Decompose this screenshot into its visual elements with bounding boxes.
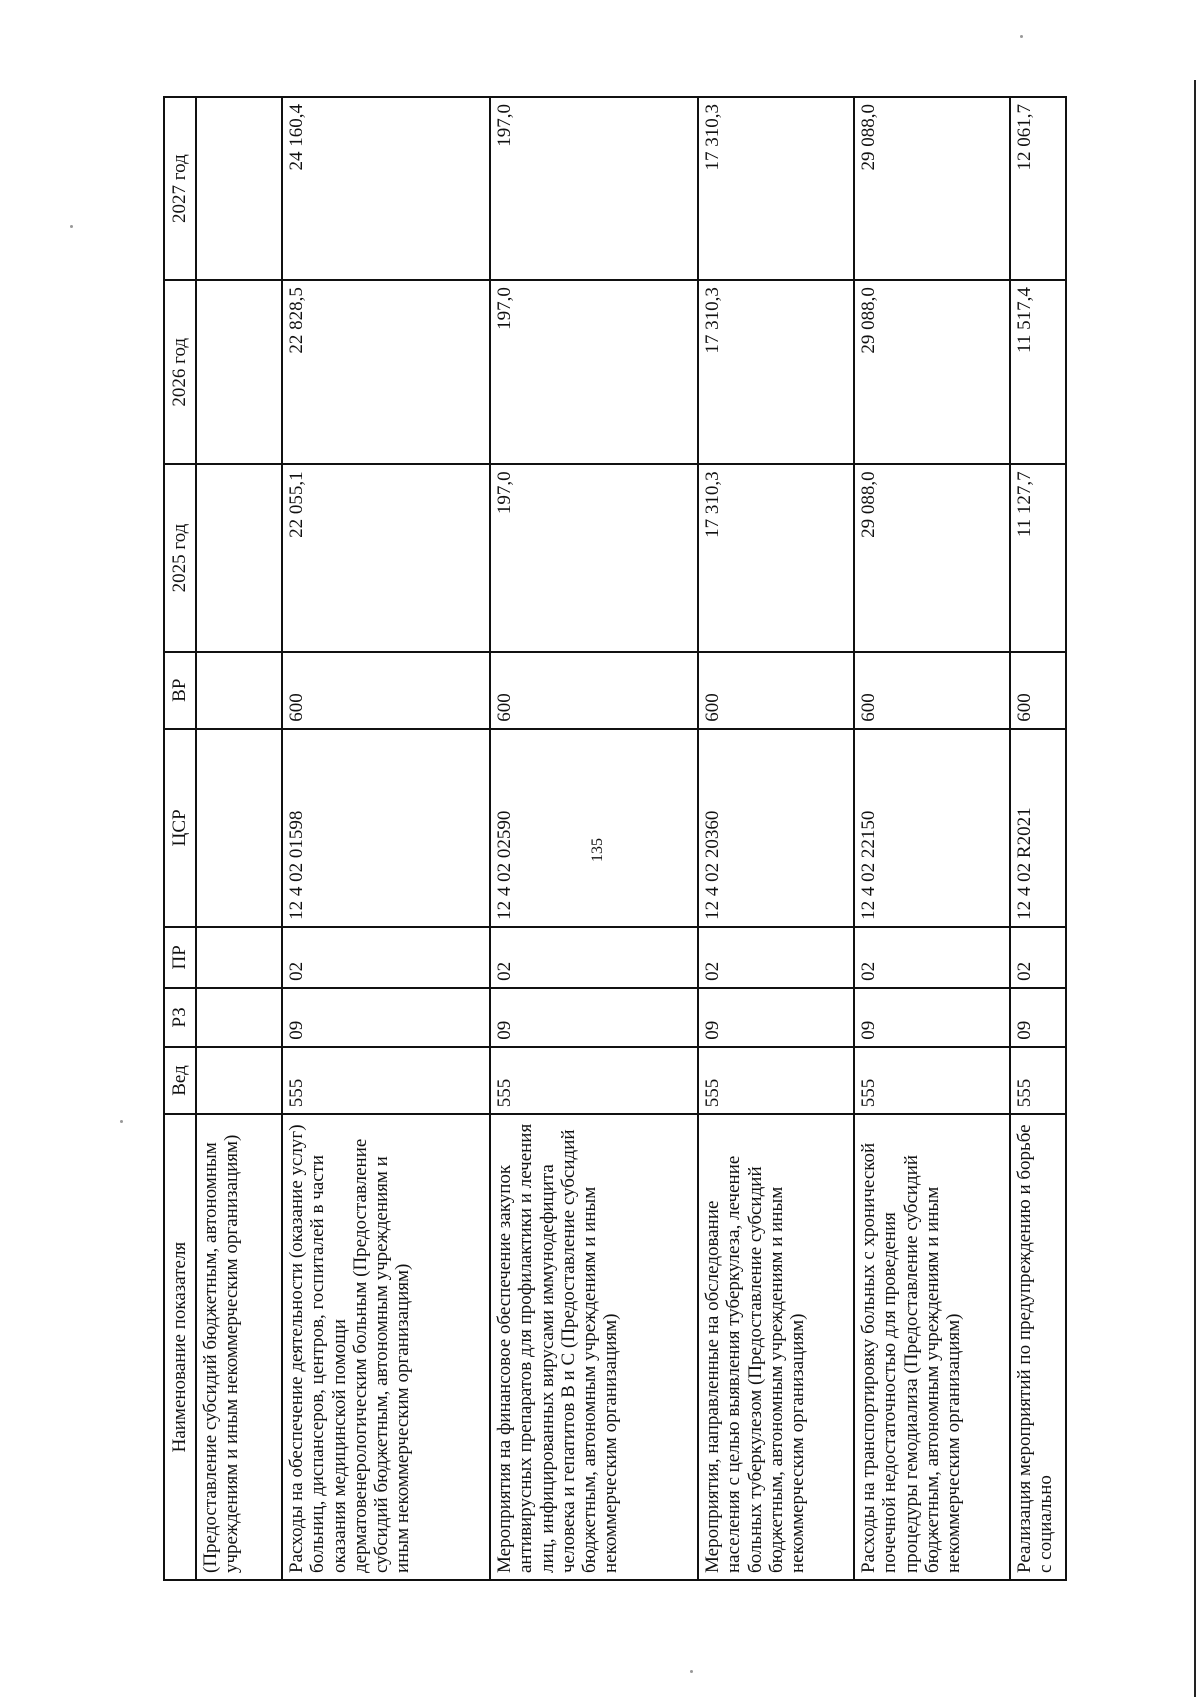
cell-2025: 22 055,1 [282, 464, 490, 651]
cell-2027: 17 310,3 [698, 97, 854, 280]
table-row [698, 97, 854, 1580]
cell-ved: 555 [1010, 1047, 1066, 1114]
header-csr: ЦСР [164, 729, 196, 927]
cell-name: Расходы на транспортировку больных с хронической почечной недостаточностью для проведения процедуры гемодиализа (Предоставление субсидий бюджетным, автономным учреждениям и иным некоммерческим организациям) [854, 1114, 1010, 1580]
cell-vr: 600 [490, 652, 698, 729]
header-ved: Вед [164, 1047, 196, 1114]
scan-speck [70, 225, 73, 228]
cell-csr: 12 4 02 22150 [854, 729, 1010, 927]
cell-name: Расходы на обеспечение деятельности (оказание услуг) больниц, диспансеров, центров, госпиталей в части оказания медицинской помощи дерматовенерологическим больным (Предоставление субсидий бюджетным, автономным учреждениям и иным некоммерческим организациям) [282, 1114, 490, 1580]
cell-name: Мероприятия, направленные на обследование населения с целью выявления туберкулеза, лечение больных туберкулезом (Предоставление субсидий бюджетным, автономным учреждениям и иным некоммерческим организациям) [698, 1114, 854, 1580]
header-vr: ВР [164, 652, 196, 729]
cell-2027: 24 160,4 [282, 97, 490, 280]
cell-rz: 09 [490, 988, 698, 1047]
cell-2026: 11 517,4 [1010, 280, 1066, 464]
cell-csr: 12 4 02 20360 [698, 729, 854, 927]
cell-csr: 12 4 02 01598 [282, 729, 490, 927]
cell-vr: 600 [282, 652, 490, 729]
cell-ved: 555 [490, 1047, 698, 1114]
cell-2026: 17 310,3 [698, 280, 854, 464]
cell-ved [196, 1047, 282, 1114]
cell-2026: 29 088,0 [854, 280, 1010, 464]
cell-2025: 29 088,0 [854, 464, 1010, 651]
cell-csr: 12 4 02 02590 [490, 729, 698, 927]
header-name: Наименование показателя [164, 1114, 196, 1580]
cell-name: Мероприятия на финансовое обеспечение закупок антивирусных препаратов для профилактики и лечения лиц, инфицированных вирусами иммунодефицита человека и гепатитов В и С (Предоставление субсидий бюджетным, автономным учреждениям и иным некоммерческим организациям) [490, 1114, 698, 1580]
cell-csr [196, 729, 282, 927]
header-rz: РЗ [164, 988, 196, 1047]
cell-name: Реализация мероприятий по предупреждению и борьбе с социально [1010, 1114, 1066, 1580]
scan-edge-line [1194, 80, 1196, 1697]
cell-pr: 02 [1010, 927, 1066, 988]
cell-ved: 555 [282, 1047, 490, 1114]
cell-vr: 600 [698, 652, 854, 729]
table-row [490, 97, 698, 1580]
cell-vr: 600 [854, 652, 1010, 729]
cell-ved: 555 [698, 1047, 854, 1114]
scan-speck [120, 1120, 123, 1123]
cell-2025: 197,0 [490, 464, 698, 651]
cell-ved: 555 [854, 1047, 1010, 1114]
cell-rz: 09 [854, 988, 1010, 1047]
cell-2026 [196, 280, 282, 464]
cell-2027: 12 061,7 [1010, 97, 1066, 280]
cell-2026: 197,0 [490, 280, 698, 464]
cell-rz: 09 [282, 988, 490, 1047]
cell-pr: 02 [282, 927, 490, 988]
cell-rz [196, 988, 282, 1047]
header-2026: 2026 год [164, 280, 196, 464]
cell-2027 [196, 97, 282, 280]
cell-rz: 09 [1010, 988, 1066, 1047]
cell-vr: 600 [1010, 652, 1066, 729]
cell-rz: 09 [698, 988, 854, 1047]
scan-speck [690, 1670, 693, 1673]
header-2027: 2027 год [164, 97, 196, 280]
cell-pr: 02 [854, 927, 1010, 988]
table-row [854, 97, 1010, 1580]
cell-pr: 02 [490, 927, 698, 988]
cell-vr [196, 652, 282, 729]
header-row [164, 97, 196, 1580]
scan-speck [1020, 35, 1023, 38]
cell-2025 [196, 464, 282, 651]
cell-csr: 12 4 02 R2021 [1010, 729, 1066, 927]
header-pr: ПР [164, 927, 196, 988]
cell-2025: 17 310,3 [698, 464, 854, 651]
table-row [196, 97, 282, 1580]
table-row [1010, 97, 1066, 1580]
cell-2026: 22 828,5 [282, 280, 490, 464]
table-row [282, 97, 490, 1580]
cell-2027: 29 088,0 [854, 97, 1010, 280]
cell-pr [196, 927, 282, 988]
cell-2027: 197,0 [490, 97, 698, 280]
cell-pr: 02 [698, 927, 854, 988]
rotated-table-frame [163, 96, 1057, 1581]
table-container [163, 96, 1057, 1581]
cell-2025: 11 127,7 [1010, 464, 1066, 651]
header-2025: 2025 год [164, 464, 196, 651]
budget-table [163, 96, 1067, 1581]
cell-name: (Предоставление субсидий бюджетным, автономным учреждениям и иным некоммерческим организациям) [196, 1114, 282, 1580]
page-number: 135 [589, 838, 606, 862]
